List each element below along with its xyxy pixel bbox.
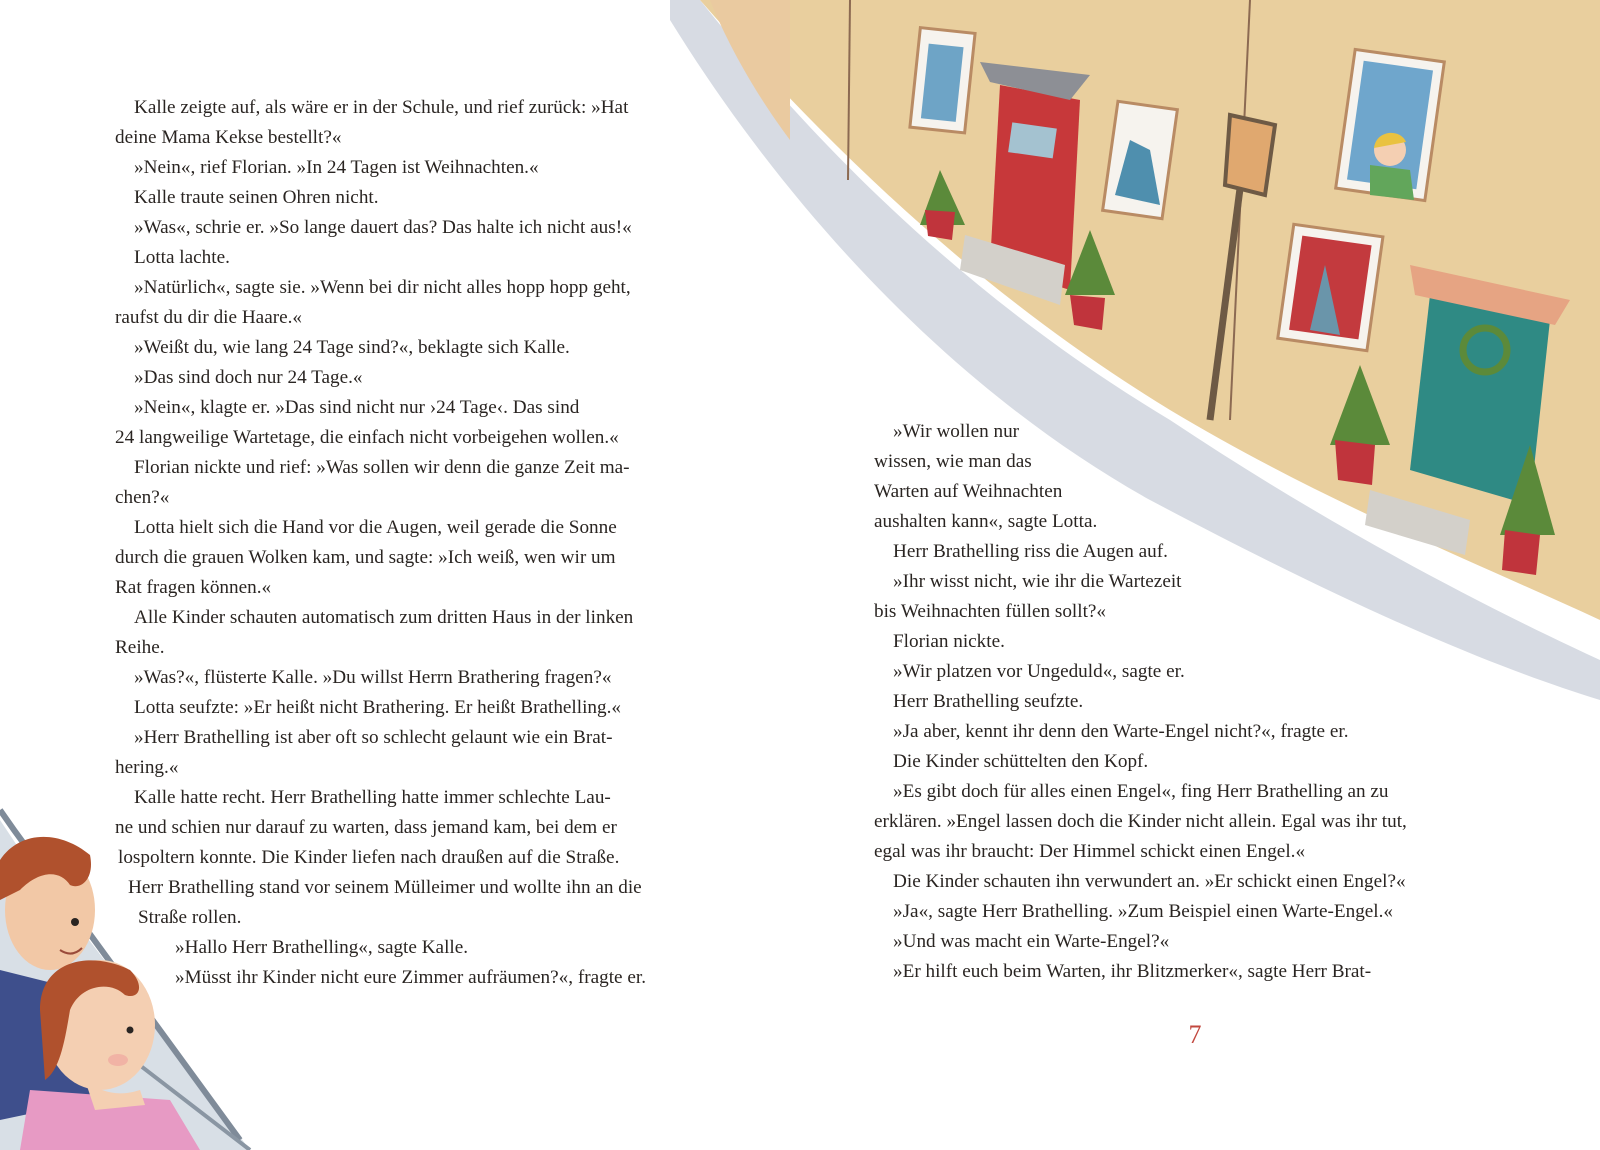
text-line: »Wir wollen nur	[893, 421, 1020, 442]
text-line: chen?«	[115, 487, 170, 508]
text-line: bis Weihnachten füllen sollt?«	[874, 601, 1107, 622]
text-line: »Es gibt doch für alles einen Engel«, fing Herr Brathelling an zu	[893, 781, 1389, 802]
text-line: Florian nickte und rief: »Was sollen wir denn die ganze Zeit ma-	[134, 457, 630, 478]
text-line: hering.«	[115, 757, 179, 778]
text-line: deine Mama Kekse bestellt?«	[115, 127, 342, 148]
text-line: Straße rollen.	[138, 907, 242, 928]
text-line: Alle Kinder schauten automatisch zum dritten Haus in der linken	[134, 607, 634, 628]
text-line: »Natürlich«, sagte sie. »Wenn bei dir nicht alles hopp hopp geht,	[134, 277, 631, 298]
text-line: Herr Brathelling stand vor seinem Mülleimer und wollte ihn an die	[128, 877, 642, 898]
text-line: »Weißt du, wie lang 24 Tage sind?«, beklagte sich Kalle.	[134, 337, 570, 358]
text-line: Kalle hatte recht. Herr Brathelling hatte immer schlechte Lau-	[134, 787, 611, 808]
text-line: »Was«, schrie er. »So lange dauert das? Das halte ich nicht aus!«	[134, 217, 632, 238]
text-line: Lotta lachte.	[134, 247, 230, 268]
text-line: Die Kinder schüttelten den Kopf.	[893, 751, 1149, 772]
text-line: Lotta hielt sich die Hand vor die Augen, weil gerade die Sonne	[134, 517, 617, 538]
text-line: lospoltern konnte. Die Kinder liefen nach draußen auf die Straße.	[118, 847, 620, 868]
text-line: »Wir platzen vor Ungeduld«, sagte er.	[893, 661, 1185, 682]
text-line: erklären. »Engel lassen doch die Kinder nicht allein. Egal was ihr tut,	[874, 811, 1407, 832]
text-line: Kalle zeigte auf, als wäre er in der Schule, und rief zurück: »Hat	[134, 97, 629, 118]
text-line: 24 langweilige Wartetage, die einfach nicht vorbeigehen wollen.«	[115, 427, 619, 448]
text-line: Rat fragen können.«	[115, 577, 272, 598]
text-line: Lotta seufzte: »Er heißt nicht Brathering. Er heißt Brathelling.«	[134, 697, 622, 718]
text-line: egal was ihr braucht: Der Himmel schickt einen Engel.«	[874, 841, 1306, 862]
text-line: ne und schien nur darauf zu warten, dass jemand kam, bei dem er	[115, 817, 617, 838]
text-line: »Und was macht ein Warte-Engel?«	[893, 931, 1170, 952]
text-line: »Müsst ihr Kinder nicht eure Zimmer aufräumen?«, fragte er.	[175, 967, 646, 988]
text-line: Kalle traute seinen Ohren nicht.	[134, 187, 379, 208]
text-line: Reihe.	[115, 637, 165, 658]
text-line: durch die grauen Wolken kam, und sagte: »Ich weiß, wen wir um	[115, 547, 616, 568]
text-line: Warten auf Weihnachten	[874, 481, 1063, 502]
text-line: wissen, wie man das	[874, 451, 1032, 472]
text-line: »Er hilft euch beim Warten, ihr Blitzmerker«, sagte Herr Brat-	[893, 961, 1372, 982]
text-line: »Nein«, rief Florian. »In 24 Tagen ist Weihnachten.«	[134, 157, 539, 178]
text-line: Die Kinder schauten ihn verwundert an. »Er schickt einen Engel?«	[893, 871, 1406, 892]
text-line: Herr Brathelling seufzte.	[893, 691, 1084, 712]
text-line: »Herr Brathelling ist aber oft so schlecht gelaunt wie ein Brat-	[134, 727, 613, 748]
text-line: raufst du dir die Haare.«	[115, 307, 303, 328]
text-line: »Hallo Herr Brathelling«, sagte Kalle.	[175, 937, 469, 958]
text-line: Florian nickte.	[893, 631, 1005, 652]
page-number: 7	[1188, 1020, 1202, 1049]
text-line: Herr Brathelling riss die Augen auf.	[893, 541, 1168, 562]
text-line: aushalten kann«, sagte Lotta.	[874, 511, 1098, 532]
text-line: »Das sind doch nur 24 Tage.«	[134, 367, 363, 388]
right-page	[800, 0, 1600, 1150]
text-line: »Ja«, sagte Herr Brathelling. »Zum Beispiel einen Warte-Engel.«	[893, 901, 1394, 922]
text-line: »Nein«, klagte er. »Das sind nicht nur ›24 Tage‹. Das sind	[134, 397, 580, 418]
text-line: »Was?«, flüsterte Kalle. »Du willst Herrn Brathering fragen?«	[134, 667, 612, 688]
text-line: »Ihr wisst nicht, wie ihr die Wartezeit	[893, 571, 1182, 592]
text-line: »Ja aber, kennt ihr denn den Warte-Engel nicht?«, fragte er.	[893, 721, 1349, 742]
